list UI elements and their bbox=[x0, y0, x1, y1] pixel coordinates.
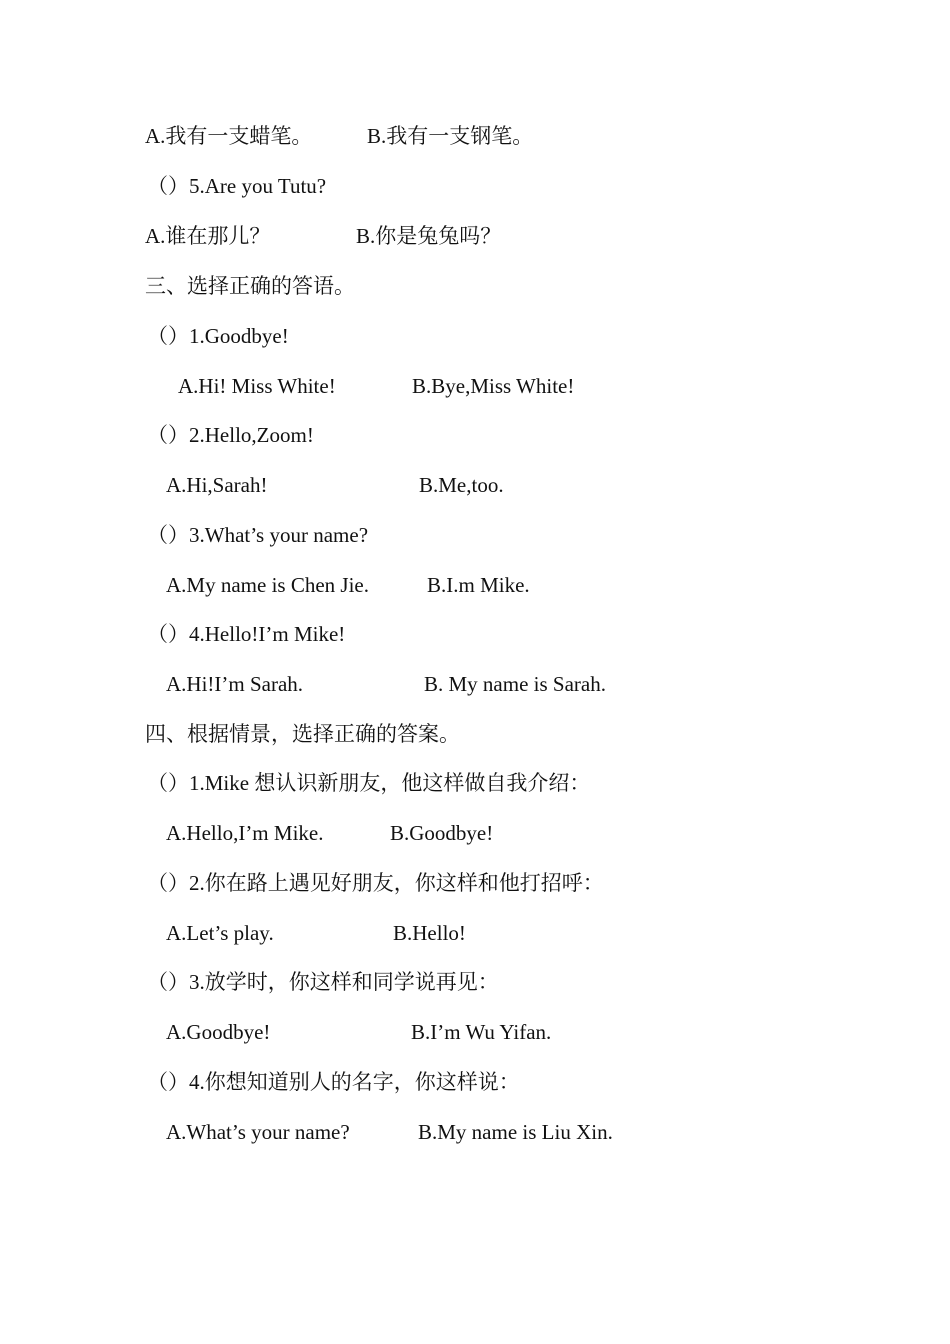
option-a: A.My name is Chen Jie. bbox=[166, 573, 369, 597]
option-b: B.I.m Mike. bbox=[427, 573, 530, 597]
question-3: （）3.What’s your name? bbox=[147, 523, 369, 547]
option-a: A.Hi,Sarah! bbox=[166, 473, 268, 497]
option-a: A.我有一支蜡笔。 bbox=[145, 124, 313, 148]
options-row bbox=[0, 121, 950, 151]
options-row bbox=[0, 470, 950, 500]
option-a: A.Hi!I’m Sarah. bbox=[166, 672, 304, 696]
option-b: B.I’m Wu Yifan. bbox=[411, 1020, 552, 1044]
option-b: B.我有一支钢笔。 bbox=[367, 124, 534, 148]
question-2: （）2.你在路上遇见好朋友，你这样和他打招呼： bbox=[147, 871, 604, 895]
options-row bbox=[0, 669, 950, 699]
options-row bbox=[0, 570, 950, 600]
option-b: B.Goodbye! bbox=[390, 821, 494, 845]
option-b: B.你是兔兔吗？ bbox=[356, 224, 502, 248]
option-a: A.What’s your name? bbox=[166, 1120, 350, 1144]
options-row bbox=[0, 221, 950, 251]
option-a: A.谁在那儿？ bbox=[145, 224, 271, 248]
option-b: B.Bye,Miss White! bbox=[412, 374, 575, 398]
section-heading-3: 三、选择正确的答语。 bbox=[145, 274, 355, 298]
question-1: （）1.Goodbye! bbox=[147, 324, 289, 348]
option-a: A.Goodbye! bbox=[166, 1020, 271, 1044]
question-3: （）3.放学时，你这样和同学说再见： bbox=[147, 970, 499, 994]
options-row bbox=[0, 1017, 950, 1047]
options-row bbox=[0, 1117, 950, 1147]
question-5: （）5.Are you Tutu? bbox=[147, 174, 327, 198]
option-b: B.Hello! bbox=[393, 921, 466, 945]
option-a: A.Hello,I’m Mike. bbox=[166, 821, 324, 845]
options-row bbox=[0, 918, 950, 948]
question-4: （）4.你想知道别人的名字，你这样说： bbox=[147, 1070, 520, 1094]
option-b: B.My name is Liu Xin. bbox=[418, 1120, 613, 1144]
option-a: A.Let’s play. bbox=[166, 921, 274, 945]
question-4: （）4.Hello!I’m Mike! bbox=[147, 622, 346, 646]
options-row bbox=[0, 371, 950, 401]
option-a: A.Hi! Miss White! bbox=[178, 374, 336, 398]
options-row bbox=[0, 818, 950, 848]
question-2: （）2.Hello,Zoom! bbox=[147, 423, 314, 447]
section-heading-4: 四、根据情景，选择正确的答案。 bbox=[145, 722, 460, 746]
option-b: B.Me,too. bbox=[419, 473, 504, 497]
option-b: B. My name is Sarah. bbox=[424, 672, 606, 696]
question-1: （）1.Mike 想认识新朋友，他这样做自我介绍： bbox=[147, 771, 591, 795]
